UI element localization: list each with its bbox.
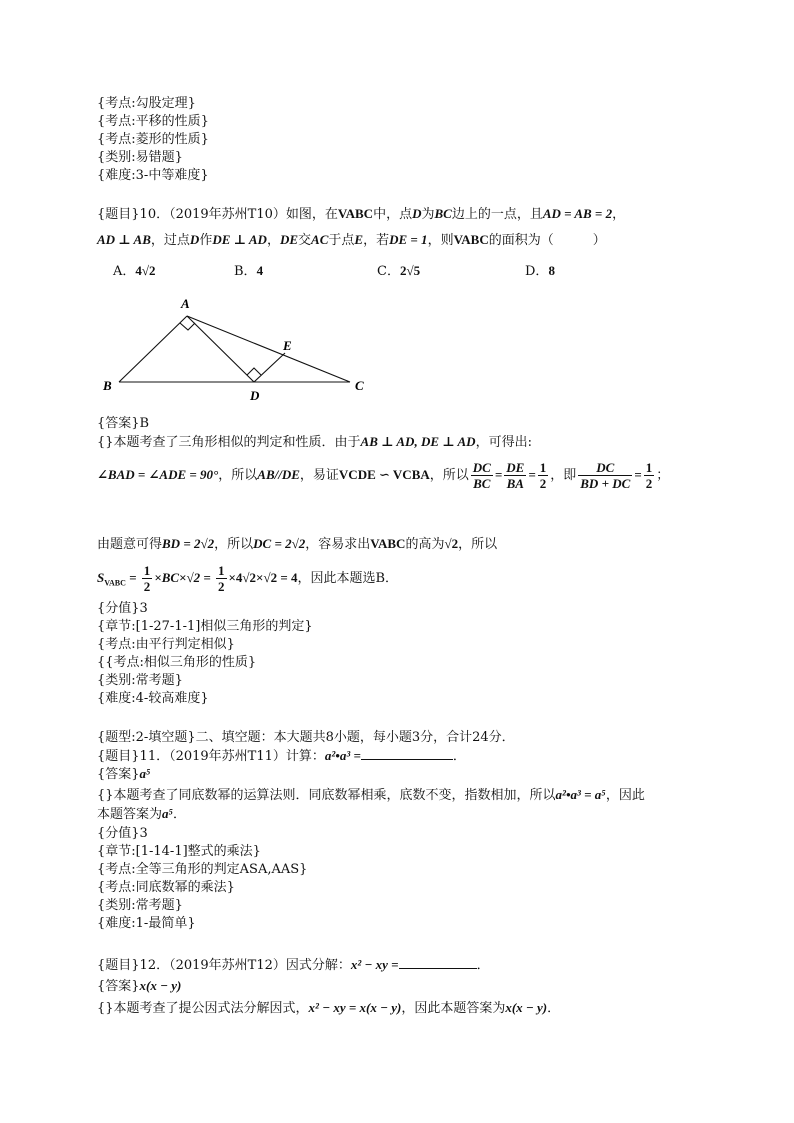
tag-line: {难度:4-较高难度} — [97, 691, 209, 706]
fraction-half-2: $\frac{1}{2}$ — [218, 563, 225, 594]
label-c: C — [355, 378, 364, 393]
tag-line: {类别:常考题} — [97, 673, 183, 688]
q10-solution-line4: $S_{VABC}$ = $\frac{1}{2}$ ×BC×√2 = $\frac{1}{2}$ ×4√2×√2 = 4，因此本题选B． — [97, 563, 399, 594]
label-d: D — [250, 388, 260, 403]
tag-line: {考点:同底数幂的乘法} — [97, 880, 235, 895]
segment-ac — [187, 316, 350, 382]
segment-ab — [119, 316, 187, 382]
option-c: C．2√5 — [377, 263, 421, 279]
label-b: B — [103, 378, 112, 393]
tag-line: {考点:由平行判定相似} — [97, 637, 235, 652]
q10-solution-line3: 由题意可得BD = 2√2，所以DC = 2√2，容易求出VABC的高为√2，所以 — [97, 536, 498, 552]
tag-line: {分值}3 — [97, 826, 148, 841]
q12-answer: {答案}x(x − y) — [97, 978, 182, 994]
q12-solution: {}本题考查了提公因式法分解因式，x² − xy = x(x − y)，因此本题答案为x(x − y)． — [97, 1000, 561, 1016]
fraction-de-ba: $\frac{DE}{BA}$ — [506, 460, 525, 491]
tag-line: {类别:易错题} — [97, 150, 183, 165]
q10-solution-line2: ∠BAD = ∠ADE = 90°，所以AB//DE，易证VCDE ∽ VCBA，所以 $\frac{DC}{BC}$ = $\frac{DE}{BA}$ = $\frac{1}{2}$ ，即 $\frac{DC}{BD + DC}$ = $\frac{1}{2}$ ； — [97, 460, 670, 491]
segment-de — [254, 353, 285, 382]
fraction-one-half-2: $\frac{1}{2}$ — [645, 460, 653, 491]
option-b: B．4 — [234, 263, 264, 279]
segment-ad — [187, 316, 254, 382]
section-heading: {题型:2-填空题}二、填空题：本大题共8小题，每小题3分，合计24分． — [97, 730, 515, 745]
option-d: D．8 — [525, 263, 555, 279]
q10-answer: {答案}B — [97, 416, 150, 431]
q11-stem: {题目}11．（2019年苏州T11）计算：a²•a³ = ． — [97, 748, 466, 764]
tag-line: {{考点:相似三角形的性质} — [97, 655, 257, 670]
tag-line: {难度:3-中等难度} — [97, 168, 209, 183]
label-a: A — [181, 296, 190, 311]
q11-solution-line1: {}本题考查了同底数幂的运算法则．同底数幂相乘，底数不变，指数相加，所以a²•a³ = a⁵，因此 — [97, 787, 645, 803]
tag-line: {考点:菱形的性质} — [97, 132, 209, 147]
q10-solution-line1: {}本题考查了三角形相似的判定和性质．由于AB ⊥ AD, DE ⊥ AD，可得出: — [97, 434, 532, 450]
tag-line: {考点:平移的性质} — [97, 114, 209, 129]
fraction-dc-bddc: $\frac{DC}{BD + DC}$ — [580, 460, 631, 491]
tag-line: {难度:1-最简单} — [97, 916, 196, 931]
tag-line: {考点:全等三角形的判定ASA,AAS} — [97, 862, 308, 877]
right-angle-mark-a — [180, 323, 195, 330]
tag-line: {章节:[1-14-1]整式的乘法} — [97, 844, 261, 859]
answer-blank[interactable] — [399, 967, 477, 969]
q11-solution-line2: 本题答案为a⁵． — [97, 806, 187, 822]
fraction-dc-bc: $\frac{DC}{BC}$ — [472, 460, 491, 491]
fraction-half-1: $\frac{1}{2}$ — [143, 563, 151, 594]
tag-line: {类别:常考题} — [97, 898, 183, 913]
label-e: E — [283, 338, 292, 353]
q10-stem-line2: AD ⊥ AB，过点D作DE ⊥ AD，DE交AC于点E，若DE = 1，则VABC的面积为（ ） — [97, 232, 606, 248]
option-a: A．4√2 — [113, 263, 156, 279]
tag-line: {章节:[1-27-1-1]相似三角形的判定} — [97, 619, 313, 634]
q12-stem: {题目}12．（2019年苏州T12）因式分解：x² − xy = ． — [97, 957, 490, 973]
tag-line: {考点:勾股定理} — [97, 96, 196, 111]
fraction-one-half: $\frac{1}{2}$ — [539, 460, 547, 491]
tag-line: {分值}3 — [97, 601, 148, 616]
right-angle-mark-d — [247, 368, 261, 375]
answer-blank[interactable] — [361, 758, 453, 760]
q10-stem-line1: {题目}10．（2019年苏州T10）如图，在VABC中，点D为BC边上的一点，且AD = AB = 2， — [97, 206, 626, 222]
q11-answer: {答案}a⁵ — [97, 766, 151, 782]
triangle-figure — [95, 290, 385, 410]
